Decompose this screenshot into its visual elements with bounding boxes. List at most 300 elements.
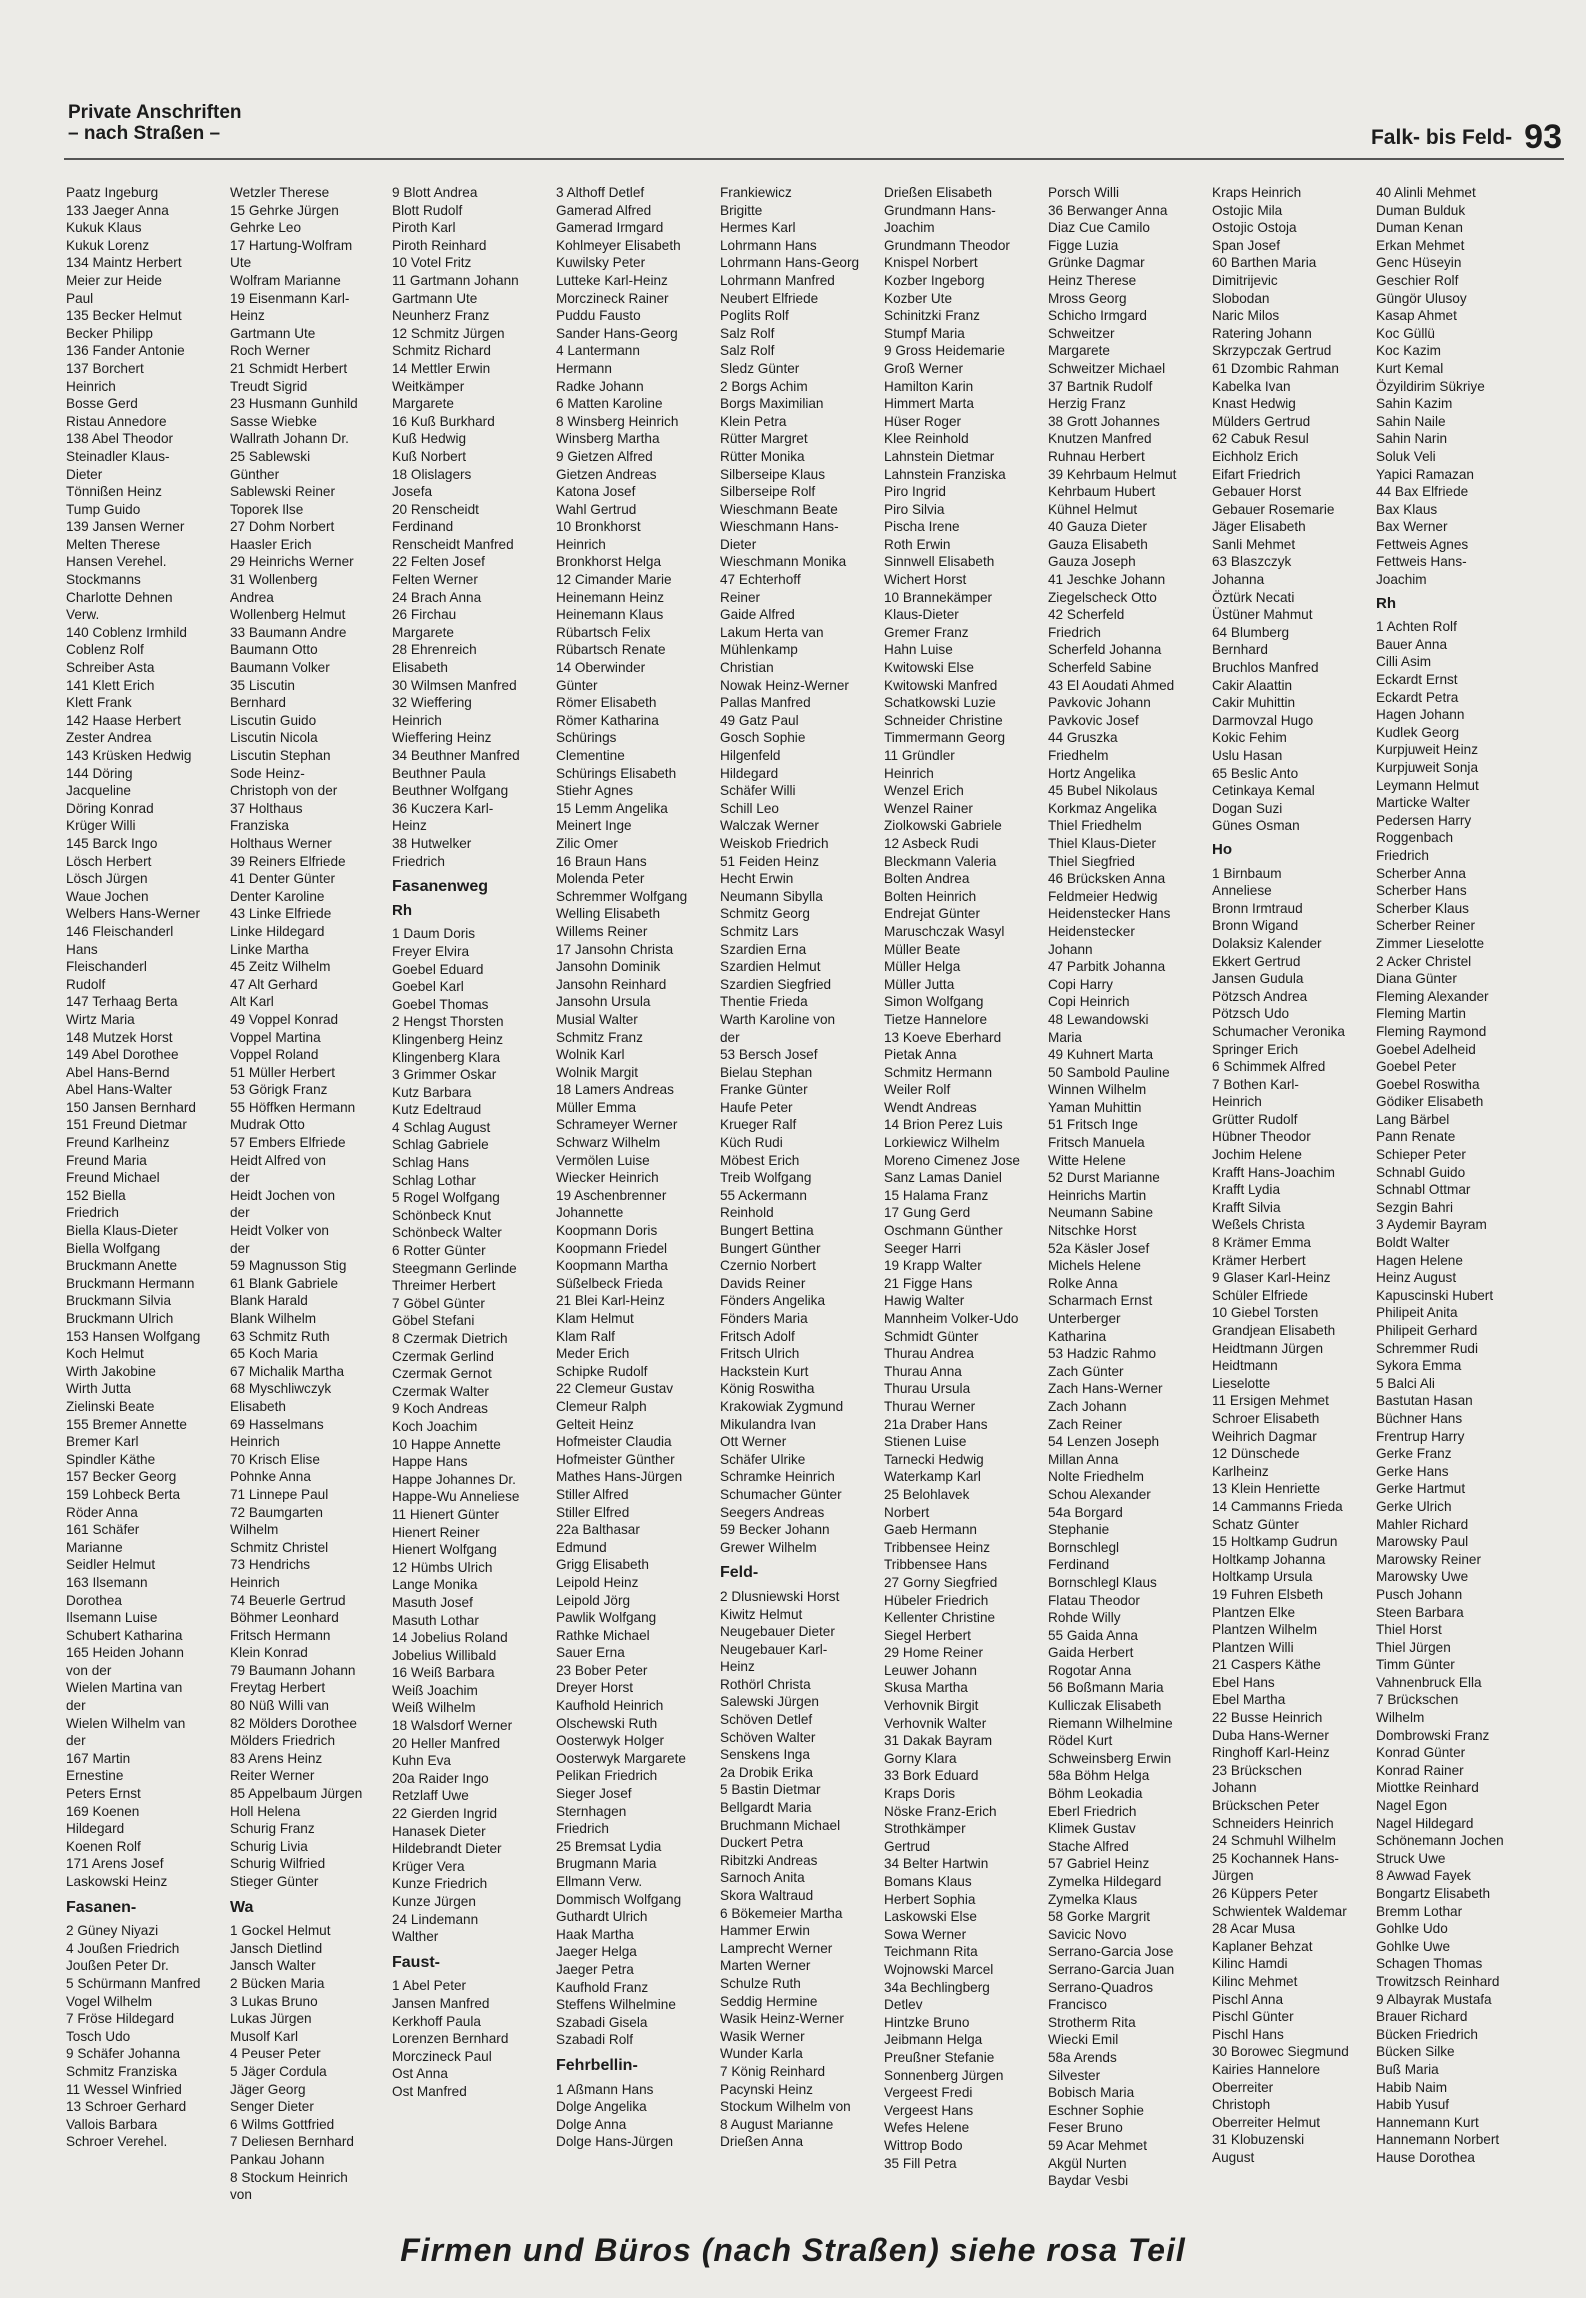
directory-entry: 7 Brückschen [1376,1692,1459,1708]
directory-entry: 144 Döring [66,765,133,781]
directory-entry: 147 Terhaag Berta [66,994,178,1010]
directory-entry: Steffens Wilhelmine [556,1997,676,2013]
directory-entry: 5 Rogel Wolfgang [392,1190,500,1206]
directory-entry: Ziolkowski Gabriele [884,818,1002,834]
directory-entry: Klingenberg Klara [392,1049,501,1065]
directory-entry: 85 Appelbaum Jürgen [230,1786,363,1802]
directory-entry: Heidt Jochen von [230,1187,336,1203]
directory-entry: 8 August Marianne [720,2116,834,2132]
directory-entry: 40 Alinli Mehmet [1376,185,1476,200]
directory-entry: Ringhoff Karl-Heinz [1212,1745,1330,1761]
directory-entry: Müller Beate [884,941,961,957]
directory-entry: 12 Asbeck Rudi [884,835,979,851]
directory-entry: Haasler Erich [230,536,312,552]
directory-entry: Katharina [1048,1328,1107,1344]
directory-entry: Gohlke Uwe [1376,1938,1451,1954]
directory-entry: 72 Baumgarten [230,1504,323,1520]
directory-entry: Lang Bärbel [1376,1111,1450,1127]
directory-entry: Schmitz Christel [230,1539,329,1555]
district-code: Ho [1212,840,1232,858]
directory-entry: 8 Winsberg Heinrich [556,413,679,429]
directory-entry: 7 König Reinhard [720,2063,826,2079]
directory-entry: Günther [230,466,280,482]
directory-entry: Maruschczak Wasyl [884,923,1005,939]
directory-entry: Biella Klaus-Dieter [66,1223,178,1239]
directory-entry: 169 Koenen [66,1803,140,1819]
directory-entry: 3 Lukas Bruno [230,1993,318,2009]
directory-entry: Dommisch Wolfgang [556,1891,682,1907]
directory-entry: Skusa Martha [884,1680,968,1696]
directory-entry: Koenen Rolf [66,1838,141,1854]
directory-entry: Grünke Dagmar [1048,255,1145,271]
directory-entry: Oberreiter Helmut [1212,2114,1321,2130]
directory-entry: Lieselotte [1212,1375,1271,1391]
directory-entry: Klein Petra [720,413,787,429]
directory-entry: Bobisch Maria [1048,2085,1135,2101]
directory-entry: Lutteke Karl-Heinz [556,272,668,288]
directory-entry: 167 Martin [66,1750,131,1766]
directory-entry: Sinnwell Elisabeth [884,554,995,570]
directory-entry: Marowsky Reiner [1376,1551,1481,1567]
directory-entry: 42 Scherfeld [1048,607,1125,623]
directory-entry: Liscutin Nicola [230,730,318,746]
directory-entry: Gerke Hartmut [1376,1481,1466,1497]
directory-entry: Brauer Richard [1376,2009,1468,2025]
directory-entry: 159 Lohbeck Berta [66,1486,181,1502]
directory-entry: Zymelka Hildegard [1048,1874,1162,1889]
directory-entry: Kukuk Lorenz [66,237,150,253]
directory-entry: Sezgin Bahri [1376,1199,1454,1215]
directory-entry: Hildegard [720,765,779,781]
directory-entry: Schroer Verehel. [66,2134,168,2150]
directory-entry: 24 Brach Anna [392,589,482,605]
directory-entry: 13 Schroer Gerhard [66,2099,187,2115]
directory-entry: Pötzsch Udo [1212,1006,1290,1022]
directory-entry: 33 Baumann Andre [230,624,347,640]
directory-entry: Göbel Stefani [392,1313,475,1329]
directory-entry: Hannemann Kurt [1376,2114,1479,2130]
directory-entry: 10 Giebel Torsten [1212,1305,1319,1321]
directory-entry: Kutz Barbara [392,1084,472,1100]
directory-entry: Thentie Frieda [720,994,808,1010]
directory-entry: Vermölen Luise [556,1152,650,1168]
directory-entry: Hause Dorothea [1376,2149,1475,2165]
directory-entry: 55 Höffken Hermann [230,1099,356,1115]
directory-entry: Szabadi Rolf [556,2032,634,2048]
directory-entry: Verhovnik Birgit [884,1698,979,1714]
directory-entry: Hagen Johann [1376,707,1465,723]
directory-entry: Fritsch Ulrich [720,1346,800,1362]
directory-entry: Cilli Asim [1376,654,1432,670]
directory-entry: Sowa Werner [884,1926,967,1942]
directory-entry: 54a Borgard [1048,1504,1123,1520]
directory-entry: Endrejat Günter [884,906,980,922]
directory-entry: Wasik Werner [720,2028,805,2044]
directory-entry: Weßels Christa [1212,1217,1305,1233]
directory-entry: Gamerad Alfred [556,202,652,218]
directory-entry: Eschner Sophie [1048,2102,1144,2118]
directory-entry: Olschewski Ruth [556,1715,658,1731]
directory-entry: Bremer Karl [66,1434,139,1450]
directory-entry: Sasse Wiebke [230,413,317,429]
directory-entry: Zach Johann [1048,1398,1127,1414]
directory-entry: Steinadler Klaus- [66,448,170,464]
directory-entry: 18 Walsdorf Werner [392,1718,513,1734]
directory-entry: 4 Schlag August [392,1119,491,1135]
directory-entry: 19 Krapp Walter [884,1258,982,1274]
directory-entry: Scherber Klaus [1376,900,1469,916]
directory-entry: Szardien Erna [720,941,807,957]
directory-entry: Krafft Lydia [1212,1182,1281,1198]
directory-entry: Felten Werner [392,572,478,588]
directory-entry: Tribbensee Heinz [884,1539,991,1555]
directory-entry: Öztürk Necati [1212,589,1295,605]
directory-entry: Senskens Inga [720,1747,810,1763]
directory-entry: 15 Halama Franz [884,1187,989,1203]
directory-entry: Steen Barbara [1376,1604,1464,1620]
directory-entry: Wefes Helene [884,2120,970,2136]
directory-entry: Grütter Rudolf [1212,1111,1298,1127]
directory-entry: 65 Koch Maria [230,1346,318,1362]
directory-entry: Andrea [230,589,274,605]
directory-entry: Weiler Rolf [884,1082,951,1098]
directory-entry: Jansen Gudula [1212,971,1304,987]
directory-entry: 35 Liscutin [230,677,295,693]
directory-entry: Herzig Franz [1048,396,1126,412]
directory-entry: Kurt Kemal [1376,360,1444,376]
directory-entry: Marticke Walter [1376,795,1470,811]
directory-entry: Oberreiter [1212,2079,1274,2095]
directory-entry: Kudlek Georg [1376,724,1460,740]
directory-entry: Katona Josef [556,484,636,500]
directory-entry: Groß Werner [884,360,964,376]
directory-entry: Gartmann Ute [392,290,478,306]
directory-entry: Salz Rolf [720,343,775,359]
directory-entry: Kwitowski Else [884,660,974,676]
directory-entry: Roth Erwin [884,536,951,552]
directory-entry: Beuthner Wolfgang [392,783,509,799]
directory-entry: Heinrich [392,712,442,728]
directory-entry: Peters Ernst [66,1786,141,1802]
directory-entry: 143 Krüsken Hedwig [66,748,192,763]
directory-entry: Bücken Friedrich [1376,2026,1478,2042]
directory-entry: Bauer Anna [1376,636,1448,652]
header-divider [64,158,1564,160]
directory-entry: Millan Anna [1048,1451,1119,1467]
directory-entry: Günter [556,677,598,693]
directory-entry: Linke Martha [230,941,309,957]
directory-entry: Koc Güllü [1376,325,1435,341]
directory-entry: Willems Reiner [556,923,648,939]
directory-entry: 6 Matten Karoline [556,396,663,412]
directory-entry: Schurig Livia [230,1838,308,1854]
directory-entry: 19 Aschenbrenner [556,1187,667,1203]
directory-entry: 47 Echterhoff [720,572,801,588]
directory-entry: Zimmer Lieselotte [1376,935,1485,951]
directory-entry: Nitschke Horst [1048,1223,1137,1239]
directory-entry: Hermann [556,360,612,376]
directory-entry: 45 Bubel Nikolaus [1048,783,1158,799]
directory-entry: 74 Beuerle Gertrud [230,1592,346,1608]
directory-entry: Joußen Peter Dr. [66,1958,169,1974]
directory-entry: Fettweis Agnes [1376,536,1469,552]
directory-entry: Konrad Rainer [1376,1762,1464,1778]
directory-entry: Wirtz Maria [66,1011,135,1027]
directory-entry: 26 Küppers Peter [1212,1886,1318,1901]
directory-entry: Szabadi Gisela [556,2014,648,2030]
directory-entry: 52a Käsler Josef [1048,1240,1150,1256]
directory-entry: Winsberg Martha [556,431,660,447]
directory-entry: Seeger Harri [884,1240,962,1256]
directory-entry: Heinz Therese [1048,272,1137,288]
directory-entry: 71 Linnepe Paul [230,1486,329,1502]
directory-entry: 51 Fritsch Inge [1048,1117,1138,1133]
directory-entry: 1 Gockel Helmut [230,1923,331,1939]
directory-entry: 49 Voppel Konrad [230,1011,339,1027]
directory-entry: Ekkert Gertrud [1212,953,1301,969]
directory-entry: 8 Czermak Dietrich [392,1331,508,1346]
directory-column [1376,184,1534,2167]
directory-entry: 5 Balci Ali [1376,1375,1435,1391]
directory-entry: Günes Osman [1212,818,1300,834]
directory-entry: Johann [1212,1780,1257,1796]
directory-entry: Schneiders Heinrich [1212,1815,1334,1831]
directory-entry: Müller Helga [884,959,961,975]
directory-entry: 23 Brückschen [1212,1762,1302,1778]
directory-entry: Freund Karlheinz [66,1135,170,1151]
directory-entry: 46 Brücksken Anna [1048,871,1166,887]
directory-entry: Schlag Gabriele [392,1137,489,1153]
directory-entry: Jaeger Petra [556,1961,634,1977]
directory-entry: Üstüner Mahmut [1212,607,1313,623]
directory-column [884,184,1042,2172]
directory-entry: 13 Klein Henriette [1212,1481,1321,1497]
directory-entry: Laskowski Else [884,1909,977,1925]
directory-entry: Pankau Johann [230,2151,325,2167]
directory-entry: Wichert Horst [884,572,967,588]
directory-entry: Pischl Anna [1212,1991,1284,2007]
directory-entry: 157 Becker Georg [66,1469,177,1485]
directory-entry: Duckert Petra [720,1835,804,1851]
directory-entry: 142 Haase Herbert [66,712,181,728]
directory-entry: 37 Holthaus [230,800,303,816]
directory-entry: Sykora Emma [1376,1358,1462,1374]
directory-entry: Schill Leo [720,800,779,816]
directory-entry: Böhmer Leonhard [230,1610,339,1626]
directory-entry: Vergeest Fredi [884,2085,973,2101]
directory-entry: 136 Fander Antonie [66,343,185,359]
directory-entry: 15 Gehrke Jürgen [230,202,339,218]
directory-entry: Gerke Ulrich [1376,1498,1452,1514]
street-heading: Fehrbellin- [556,2056,638,2074]
directory-entry: Schwarz Wilhelm [556,1135,661,1151]
directory-entry: Spindler Käthe [66,1451,156,1467]
directory-entry: Wojnowski Marcel [884,1961,994,1977]
directory-entry: Nöske Franz-Erich [884,1803,997,1819]
directory-entry: Piro Silvia [884,501,945,517]
directory-entry: 163 Ilsemann [66,1574,148,1590]
directory-entry: Silberseipe Rolf [720,484,816,500]
directory-entry: Krüger Willi [66,818,136,834]
directory-entry: Goebel Roswitha [1376,1076,1480,1092]
directory-entry: 30 Borowec Siegmund [1212,2044,1349,2060]
directory-entry: Lösch Herbert [66,853,152,869]
directory-entry: Schönbeck Walter [392,1225,502,1241]
directory-entry: 9 Glaser Karl-Heinz [1212,1270,1331,1286]
directory-entry: Bielau Stephan [720,1064,813,1080]
directory-entry: Schneider Christine [884,712,1003,728]
directory-entry: Davids Reiner [720,1275,806,1291]
directory-entry: Wenzel Erich [884,783,964,799]
directory-entry: Abel Hans-Walter [66,1082,173,1098]
page-number: 93 [1524,118,1562,156]
directory-entry: Voppel Roland [230,1047,319,1063]
directory-entry: 47 Parbitk Johanna [1048,959,1166,975]
directory-entry: 10 Bronkhorst [556,519,641,535]
directory-entry: Bücken Silke [1376,2044,1455,2060]
directory-entry: 134 Maintz Herbert [66,255,182,271]
street-heading: Faust- [392,1953,440,1971]
directory-entry: 8 Stockum Heinrich [230,2169,348,2185]
directory-entry: Konrad Günter [1376,1745,1466,1761]
directory-entry: Bosse Gerd [66,396,138,412]
directory-entry: Jacqueline [66,783,131,799]
directory-entry: 19 Eisenmann Karl- [230,290,350,306]
directory-entry: Bremm Lothar [1376,1903,1463,1919]
directory-entry: Zymelka Klaus [1048,1891,1138,1907]
directory-entry: 36 Berwanger Anna [1048,202,1168,218]
directory-entry: der [66,1733,86,1749]
directory-entry: 43 El Aoudati Ahmed [1048,677,1175,693]
directory-entry: Heinrich [66,378,116,394]
directory-entry: Heinrich [1212,1094,1262,1110]
directory-entry: Savicic Novo [1048,1926,1127,1942]
directory-entry: 145 Barck Ingo [66,835,158,851]
directory-entry: 18 Olislagers [392,466,472,482]
directory-entry: Gödiker Elisabeth [1376,1094,1484,1110]
directory-entry: Lahnstein Dietmar [884,448,995,464]
directory-entry: Happe Johannes Dr. [392,1471,516,1487]
directory-entry: Kaufhold Heinrich [556,1698,664,1714]
directory-entry: Marowsky Paul [1376,1534,1469,1550]
directory-entry: 16 Braun Hans [556,853,647,869]
directory-entry: Kraps Doris [884,1786,956,1802]
directory-entry: Frentrup Harry [1376,1428,1465,1444]
directory-entry: Josefa [392,484,433,500]
directory-entry: 22 Gierden Ingrid [392,1806,498,1822]
directory-entry: August [1212,2149,1255,2165]
directory-entry: Kohlmeyer Elisabeth [556,237,681,253]
directory-entry: Schönbeck Knut [392,1207,491,1223]
directory-entry: Leymann Helmut [1376,777,1479,793]
directory-entry: Hilgenfeld [720,748,781,763]
directory-entry: Dieter [720,536,757,552]
directory-entry: Heidt Alfred von [230,1152,326,1168]
directory-entry: Marianne [66,1539,123,1555]
directory-entry: 39 Reiners Elfriede [230,853,346,869]
directory-entry: 65 Beslic Anto [1212,765,1299,781]
directory-entry: Fritsch Hermann [230,1627,331,1643]
directory-entry: Jochim Helene [1212,1147,1302,1163]
directory-entry: Sauer Erna [556,1645,625,1661]
directory-entry: 9 Gross Heidemarie [884,343,1005,359]
directory-entry: Beuthner Paula [392,765,486,781]
directory-entry: Gartmann Ute [230,325,316,341]
directory-entry: Oosterwyk Margarete [556,1750,686,1766]
directory-entry: Müller Jutta [884,976,955,992]
directory-entry: Koch Helmut [66,1346,144,1362]
directory-entry: Kilinc Hamdi [1212,1956,1288,1972]
directory-entry: Jaeger Helga [556,1944,637,1960]
directory-entry: Lohrmann Manfred [720,272,835,288]
directory-entry: Kozber Ingeborg [884,272,985,288]
directory-entry: Hagen Helene [1376,1252,1463,1268]
directory-entry: Gertrud [884,1838,931,1854]
directory-entry: Weitkämper [392,378,465,394]
directory-entry: Radke Johann [556,378,644,394]
directory-entry: 36 Kuczera Karl- [392,800,494,816]
directory-entry: Neubert Elfriede [720,290,819,306]
directory-entry: Schöven Detlef [720,1712,813,1728]
directory-entry: Rogotar Anna [1048,1662,1132,1678]
directory-entry: Holtkamp Johanna [1212,1551,1326,1567]
directory-entry: Baumann Volker [230,660,330,676]
directory-entry: Schroer Elisabeth [1212,1410,1320,1426]
directory-entry: Jobelius Willibald [392,1647,497,1663]
directory-entry: Gerke Hans [1376,1463,1449,1479]
directory-entry: 152 Biella [66,1187,126,1203]
directory-entry: Bernhard [230,695,286,711]
directory-entry: Herbert Sophia [884,1891,976,1907]
directory-entry: Friedhelm [1048,748,1109,763]
directory-entry: Ruhnau Herbert [1048,448,1145,464]
directory-entry: Simon Wolfgang [884,994,984,1010]
directory-entry: Schmidt Günter [884,1328,979,1344]
directory-entry: Mölders Friedrich [230,1733,335,1749]
directory-entry: 5 Schürmann Manfred [66,1975,201,1991]
directory-entry: Wallrath Johann Dr. [230,431,349,447]
directory-entry: Bax Klaus [1376,501,1438,517]
directory-entry: Hahn Luise [884,642,953,658]
directory-entry: Schinitzki Franz [884,308,980,324]
directory-entry: 133 Jaeger Anna [66,202,169,218]
directory-entry: 61 Dzombic Rahman [1212,360,1339,376]
directory-entry: 17 Hartung-Wolfram [230,237,353,253]
directory-entry: Stiller Alfred [556,1486,629,1502]
directory-entry: Bronkhorst Helga [556,554,662,570]
directory-entry: 34 Belter Hartwin [884,1856,989,1872]
directory-entry: Hofmeister Claudia [556,1434,672,1450]
directory-entry: 1 Achten Rolf [1376,619,1457,635]
directory-entry: Schurig Franz [230,1821,315,1837]
directory-entry: Zach Günter [1048,1363,1124,1379]
directory-entry: 11 Hienert Günter [392,1506,500,1522]
directory-entry: Bruchlos Manfred [1212,660,1319,676]
directory-entry: Klaus-Dieter [884,607,959,623]
directory-entry: 52 Durst Marianne [1048,1170,1160,1186]
directory-entry: 7 Deliesen Bernhard [230,2134,354,2150]
directory-entry: Boldt Walter [1376,1235,1450,1251]
directory-entry: Fleischanderl [66,959,147,975]
directory-entry: Rothörl Christa [720,1676,811,1692]
directory-entry: Roch Werner [230,343,310,359]
directory-entry: Hamilton Karin [884,378,974,394]
directory-entry: Linke Hildegard [230,923,325,939]
directory-entry: Elisabeth [230,1398,286,1414]
directory-entry: 12 Cimander Marie [556,572,672,588]
directory-entry: Hermes Karl [720,220,796,236]
directory-entry: Güngör Ulusoy [1376,290,1467,306]
